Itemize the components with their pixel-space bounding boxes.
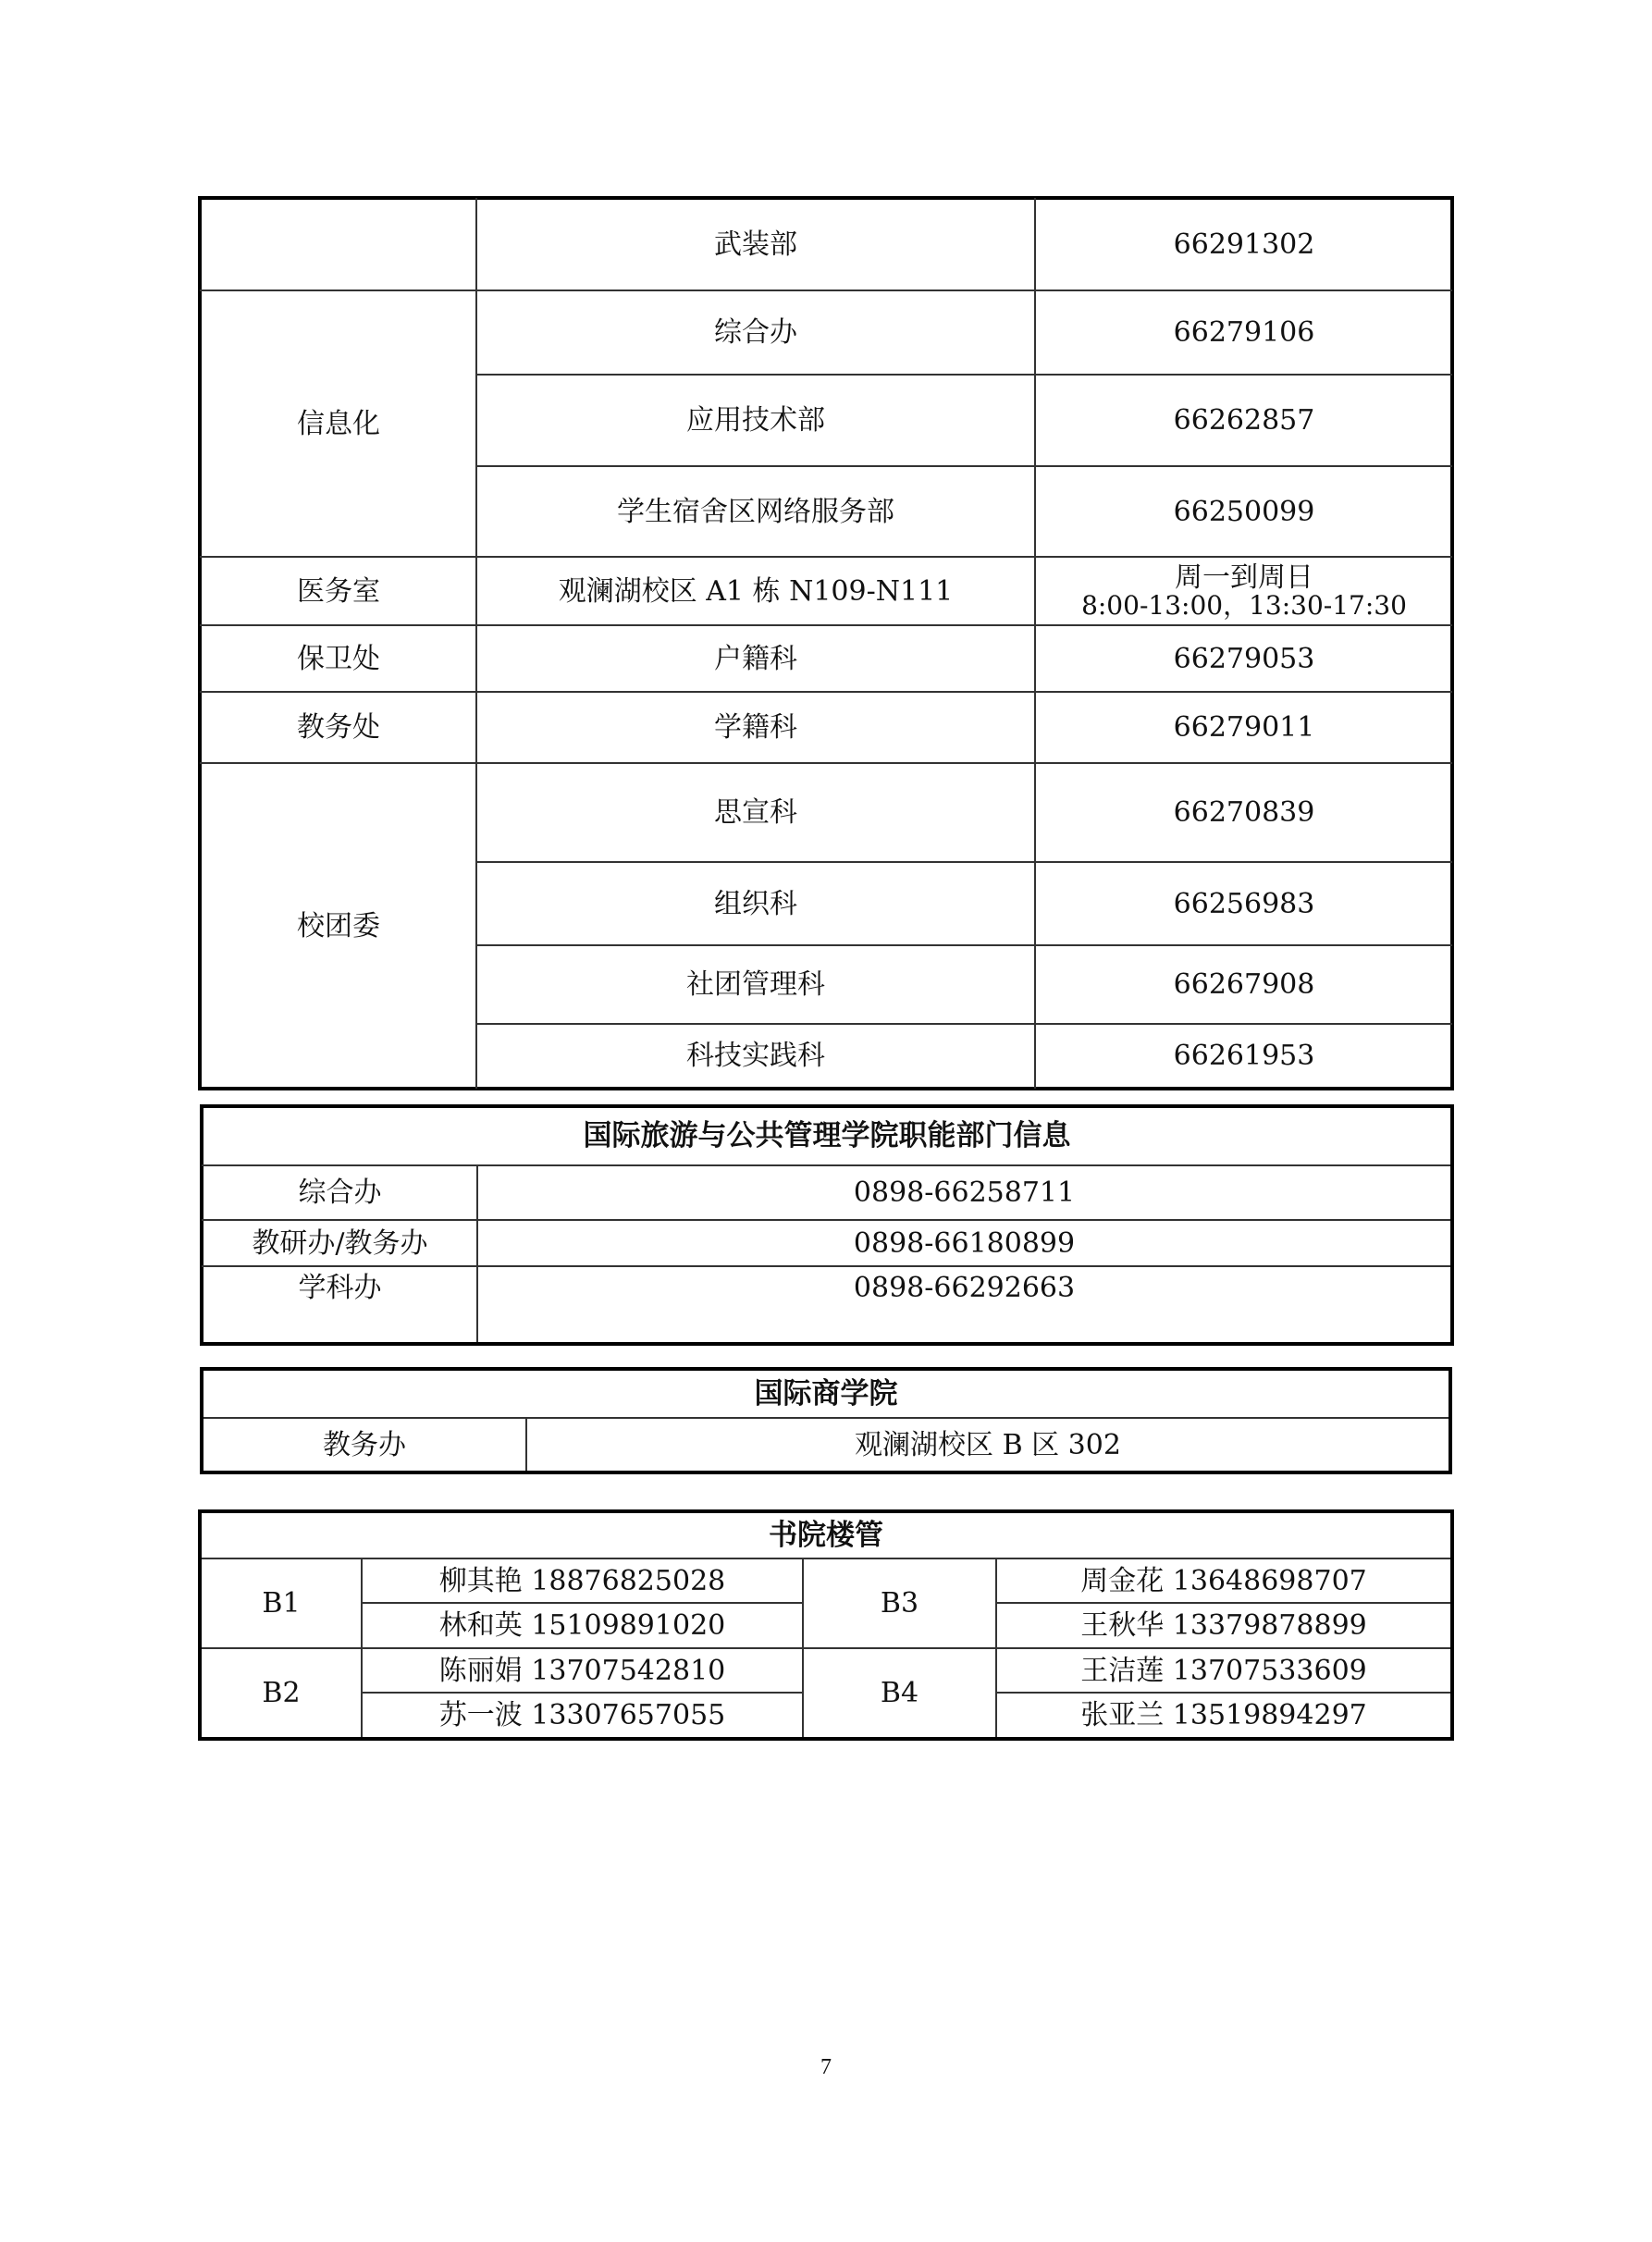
phone-cell: 66279053 (1173, 642, 1315, 675)
manager-contact: 陈丽娟 13707542810 (438, 1654, 726, 1687)
manager-contact: 王秋华 13379878899 (1080, 1609, 1367, 1642)
unit-cell: 学籍科 (714, 711, 797, 744)
dept-cell: 教务处 (297, 711, 380, 744)
table-title: 书院楼管 (769, 1518, 883, 1552)
phone-cell: 66256983 (1173, 887, 1315, 920)
phone-cell: 0898-66180899 (853, 1226, 1076, 1260)
unit-cell: 武装部 (714, 228, 797, 261)
office-label: 学科办 (298, 1271, 382, 1304)
office-label: 教务办 (323, 1428, 406, 1461)
manager-contact: 张亚兰 13519894297 (1080, 1699, 1367, 1731)
unit-cell: 社团管理科 (686, 968, 825, 1001)
manager-contact: 苏一波 13307657055 (438, 1699, 726, 1731)
phone-cell: 66291302 (1173, 228, 1315, 261)
unit-cell: 思宣科 (714, 796, 797, 829)
address-cell: 观澜湖校区 B 区 302 (855, 1428, 1121, 1461)
building-label: B4 (880, 1677, 919, 1709)
building-label: B1 (262, 1587, 301, 1620)
manager-contact: 周金花 13648698707 (1080, 1564, 1367, 1597)
building-label: B2 (262, 1677, 301, 1709)
phone-cell: 66261953 (1173, 1040, 1315, 1072)
table-title: 国际商学院 (754, 1376, 898, 1410)
dept-cell: 医务室 (297, 574, 380, 608)
unit-cell: 组织科 (714, 887, 797, 920)
table-title: 国际旅游与公共管理学院职能部门信息 (583, 1119, 1071, 1153)
manager-contact: 王洁莲 13707533609 (1080, 1654, 1367, 1687)
hours-cell (1036, 558, 1452, 624)
phone-cell: 66279011 (1173, 711, 1315, 744)
office-label: 教研办/教务办 (252, 1226, 428, 1260)
phone-cell: 66267908 (1173, 968, 1315, 1001)
phone-cell: 66270839 (1173, 796, 1315, 829)
unit-cell: 综合办 (714, 316, 797, 349)
office-label: 综合办 (298, 1176, 382, 1209)
phone-cell: 66262857 (1173, 404, 1315, 437)
dept-cell: 信息化 (297, 407, 380, 440)
hours-times: 8:00-13:00，13:30-17:30 (1081, 590, 1407, 622)
unit-cell: 科技实践科 (686, 1040, 825, 1072)
unit-cell: 应用技术部 (686, 404, 825, 437)
page-number: 7 (820, 2055, 832, 2079)
building-label: B3 (880, 1587, 919, 1620)
dept-cell: 校团委 (297, 910, 380, 942)
phone-cell: 0898-66258711 (853, 1176, 1076, 1209)
hours-days: 周一到周日 (1175, 560, 1313, 594)
manager-contact: 柳其艳 18876825028 (438, 1564, 726, 1597)
address-cell: 观澜湖校区 A1 栋 N109-N111 (558, 574, 954, 608)
manager-contact: 林和英 15109891020 (438, 1609, 726, 1642)
phone-cell: 0898-66292663 (853, 1271, 1076, 1304)
phone-cell: 66250099 (1173, 495, 1315, 528)
dept-cell: 保卫处 (297, 642, 380, 675)
unit-cell: 学生宿舍区网络服务部 (617, 495, 894, 528)
phone-cell: 66279106 (1173, 316, 1315, 349)
unit-cell: 户籍科 (714, 642, 797, 675)
